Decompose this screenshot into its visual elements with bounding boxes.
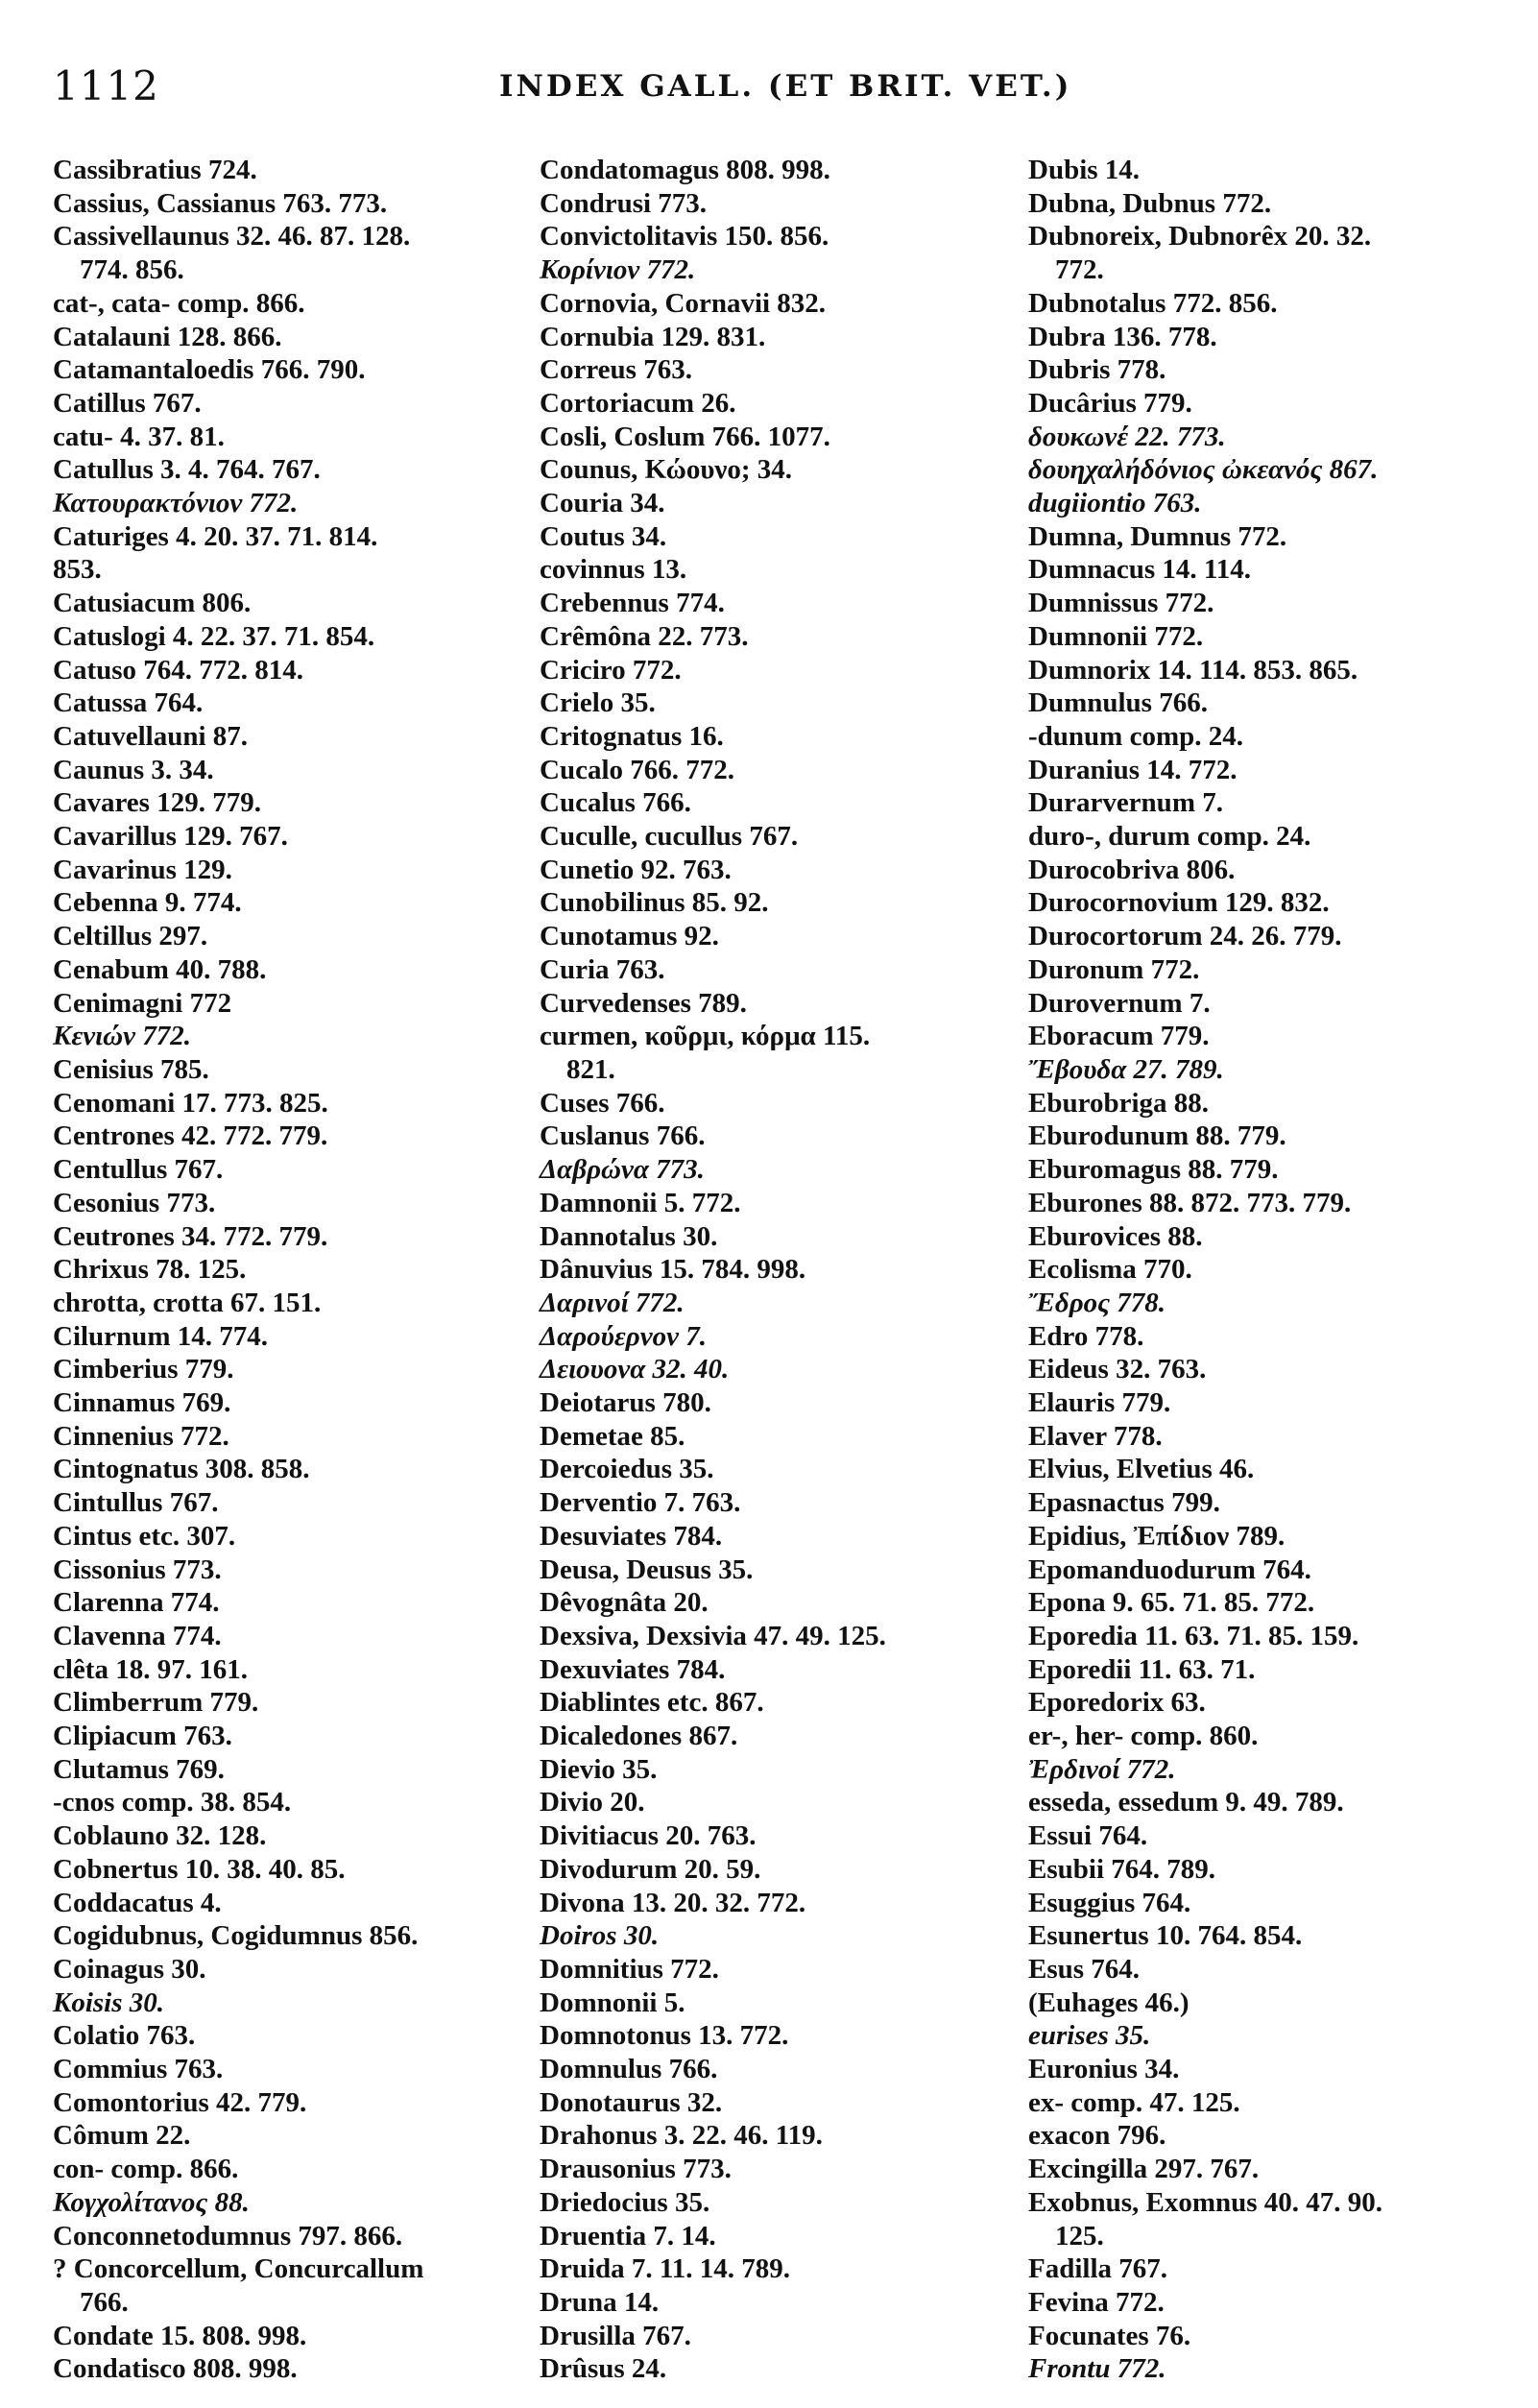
index-entry: Cintognatus 308. 858. — [53, 1454, 310, 1485]
index-entry: Counus, Κώουνο; 34. — [540, 454, 792, 486]
index-entry: Esuggius 764. — [1028, 1887, 1191, 1918]
index-entry: Cogidubnus, Cogidumnus 856. — [53, 1920, 419, 1952]
index-entry: Catillus 767. — [53, 387, 202, 419]
index-entry: Divona 13. 20. 32. 772. — [540, 1887, 806, 1918]
index-entry: Dumnacus 14. 114. — [1028, 554, 1252, 586]
index-entry: esseda, essedum 9. 49. 789. — [1028, 1787, 1344, 1818]
index-entry: Damnonii 5. 772. — [540, 1187, 741, 1218]
index-entry: Esus 764. — [1028, 1953, 1141, 1985]
index-entry: Centrones 42. 772. 779. — [53, 1120, 328, 1152]
index-entry: Fadilla 767. — [1028, 2253, 1168, 2285]
index-entry: Edro 778. — [1028, 1320, 1144, 1352]
index-entry: Essui 764. — [1028, 1820, 1148, 1852]
index-entry: Δαβρώνα 773. — [540, 1154, 705, 1186]
index-entry: Crêmôna 22. 773. — [540, 620, 749, 652]
index-entry: Cassius, Cassianus 763. 773. — [53, 187, 388, 219]
index-entry: 853. — [53, 554, 102, 586]
index-entry: Comontorius 42. 779. — [53, 2086, 307, 2118]
index-entry: Curia 763. — [540, 953, 665, 985]
index-entry: Cuculle, cucullus 767. — [540, 821, 799, 853]
index-entry: Condatisco 808. 998. — [53, 2353, 298, 2385]
index-entry: Frontu 772. — [1028, 2353, 1166, 2385]
index-entry: Cucalus 766. — [540, 787, 691, 819]
index-entry: (Euhages 46.) — [1028, 1987, 1190, 2018]
index-entry: Cintullus 767. — [53, 1487, 219, 1519]
index-entry: Cortoriacum 26. — [540, 387, 736, 419]
index-entry: Dexuviates 784. — [540, 1653, 726, 1685]
index-entry: Coblauno 32. 128. — [53, 1820, 267, 1852]
index-entry: dugiiontio 763. — [1028, 488, 1202, 519]
index-entry: Drusilla 767. — [540, 2320, 691, 2351]
index-entry: Driedocius 35. — [540, 2186, 710, 2218]
index-entry: Duranius 14. 772. — [1028, 754, 1238, 785]
index-entry: Ἔβουδα 27. 789. — [1028, 1053, 1224, 1085]
index-entry: Eboracum 779. — [1028, 1021, 1210, 1052]
index-entry: Cenisius 785. — [53, 1053, 209, 1085]
index-entry: Curvedenses 789. — [540, 987, 747, 1019]
index-entry: exacon 796. — [1028, 2120, 1166, 2152]
index-entry: Dumnulus 766. — [1028, 687, 1208, 719]
index-entry: Eporedorix 63. — [1028, 1687, 1206, 1719]
index-entry: Ἐρδινοί 772. — [1028, 1753, 1176, 1785]
index-entry: Deiotarus 780. — [540, 1387, 711, 1419]
index-entry: Catuvellauni 87. — [53, 720, 249, 752]
index-entry: er-, her- comp. 860. — [1028, 1721, 1259, 1752]
index-entry: Δαρούερνον 7. — [540, 1320, 707, 1352]
index-entry: Colatio 763. — [53, 2020, 196, 2052]
index-entry: Dercoiedus 35. — [540, 1454, 714, 1485]
index-entry: Catuslogi 4. 22. 37. 71. 854. — [53, 620, 375, 652]
index-entry: Cosli, Coslum 766. 1077. — [540, 421, 830, 452]
index-entry: Epomanduodurum 764. — [1028, 1553, 1311, 1585]
index-entry: Κενιών 772. — [53, 1021, 192, 1052]
index-entry: Catussa 764. — [53, 687, 204, 719]
index-entry: Fevina 772. — [1028, 2287, 1165, 2318]
index-entry: Divodurum 20. 59. — [540, 1853, 761, 1885]
index-entry: Duronum 772. — [1028, 953, 1200, 985]
index-entry: Coddacatus 4. — [53, 1887, 222, 1918]
index-entry: ? Concorcellum, Concurcallum — [53, 2253, 424, 2285]
index-entry: Eburones 88. 872. 773. 779. — [1028, 1187, 1352, 1218]
index-entry: Celtillus 297. — [53, 921, 208, 952]
index-entry: Drausonius 773. — [540, 2154, 732, 2185]
index-entry: Dêvognâta 20. — [540, 1587, 709, 1619]
index-entry: Epidius, Ἐπίδιον 789. — [1028, 1520, 1286, 1552]
index-entry: Durocornovium 129. 832. — [1028, 887, 1330, 919]
index-entry: Couria 34. — [540, 488, 665, 519]
index-entry: Durovernum 7. — [1028, 987, 1211, 1019]
index-entry: Clavenna 774. — [53, 1620, 222, 1651]
index-entry: Dubna, Dubnus 772. — [1028, 187, 1272, 219]
index-entry: Drûsus 24. — [540, 2353, 667, 2385]
index-entry: Κογχολίτανος 88. — [53, 2186, 250, 2218]
index-entry: Κορίνιον 772. — [540, 254, 696, 286]
index-entry: Elvius, Elvetius 46. — [1028, 1454, 1255, 1485]
index-entry: Cesonius 773. — [53, 1187, 216, 1218]
index-entry: Drahonus 3. 22. 46. 119. — [540, 2120, 823, 2152]
index-entry: Desuviates 784. — [540, 1520, 723, 1552]
index-entry: Eburomagus 88. 779. — [1028, 1154, 1279, 1186]
index-entry: covinnus 13. — [540, 554, 687, 586]
index-entry: Cinnenius 772. — [53, 1420, 229, 1452]
index-entry: Cassibratius 724. — [53, 155, 257, 185]
index-entry: Dubis 14. — [1028, 155, 1141, 185]
index-entry: Druentia 7. 14. — [540, 2220, 716, 2251]
index-entry: Cômum 22. — [53, 2120, 191, 2152]
index-entry: Deusa, Deusus 35. — [540, 1553, 754, 1585]
index-entry: Esubii 764. 789. — [1028, 1853, 1215, 1885]
index-entry: Elauris 779. — [1028, 1387, 1171, 1419]
index-entry: Chrixus 78. 125. — [53, 1254, 247, 1286]
index-entry: Correus 763. — [540, 354, 692, 386]
index-entry: Crielo 35. — [540, 687, 656, 719]
index-entry: Cenabum 40. 788. — [53, 953, 267, 985]
index-entry: Dievio 35. — [540, 1753, 658, 1785]
index-entry: Cavarillus 129. 767. — [53, 821, 288, 853]
index-entry: Eburodunum 88. 779. — [1028, 1120, 1286, 1152]
running-head: INDEX GALL. (ET BRIT. VET.) — [499, 69, 1072, 104]
index-entry: Condrusi 773. — [540, 187, 708, 219]
index-entry: Condate 15. 808. 998. — [53, 2320, 307, 2351]
index-entry: Cavares 129. 779. — [53, 787, 261, 819]
index-entry: -dunum comp. 24. — [1028, 720, 1243, 752]
index-entry: Catuso 764. 772. 814. — [53, 654, 304, 686]
index-entry: Dubris 778. — [1028, 354, 1166, 386]
index-entry: Cunotamus 92. — [540, 921, 719, 952]
index-entry: Demetae 85. — [540, 1420, 685, 1452]
index-entry: δουηχαλήδόνιος ὠκεανός 867. — [1028, 454, 1379, 486]
index-entry: clêta 18. 97. 161. — [53, 1653, 248, 1685]
index-entry: Divitiacus 20. 763. — [540, 1820, 757, 1852]
index-entry: Caunus 3. 34. — [53, 754, 214, 785]
index-entry: Dannotalus 30. — [540, 1220, 718, 1252]
index-entry: Cunetio 92. 763. — [540, 854, 732, 885]
index-entry: Δαρινοί 772. — [540, 1287, 685, 1318]
index-entry: Criciro 772. — [540, 654, 682, 686]
index-entry: Cimberius 779. — [53, 1354, 234, 1385]
index-entry: Cuslanus 766. — [540, 1120, 706, 1152]
index-entry: Epasnactus 799. — [1028, 1487, 1220, 1519]
index-entry: Catamantaloedis 766. 790. — [53, 354, 366, 386]
index-entry: Cavarinus 129. — [53, 854, 232, 885]
index-entry: Durocobriva 806. — [1028, 854, 1236, 885]
index-entry: Cinnamus 769. — [53, 1387, 231, 1419]
index-column-1 — [53, 154, 528, 2386]
index-entry: Druna 14. — [540, 2287, 660, 2318]
index-entry: Cilurnum 14. 774. — [53, 1320, 268, 1352]
index-entry: Climberrum 779. — [53, 1687, 259, 1719]
index-entry: Euronius 34. — [1028, 2054, 1180, 2085]
index-entry: Domnotonus 13. 772. — [540, 2020, 789, 2052]
index-entry: Ceutrones 34. 772. 779. — [53, 1220, 328, 1252]
index-entry: Domnitius 772. — [540, 1953, 719, 1985]
index-entry: Cenomani 17. 773. 825. — [53, 1087, 328, 1119]
index-entry: cat-, cata- comp. 866. — [53, 287, 305, 319]
index-entry: Ecolisma 770. — [1028, 1254, 1192, 1286]
index-entry: Commius 763. — [53, 2054, 224, 2085]
index-entry: Dexsiva, Dexsivia 47. 49. 125. — [540, 1620, 886, 1651]
index-entry-continuation: 821. — [566, 1053, 615, 1085]
index-entry: Dubnotalus 772. 856. — [1028, 287, 1278, 319]
index-entry: Esunertus 10. 764. 854. — [1028, 1920, 1303, 1952]
index-entry-continuation: 125. — [1055, 2220, 1104, 2251]
index-entry: Donotaurus 32. — [540, 2086, 723, 2118]
index-entry: Catullus 3. 4. 764. 767. — [53, 454, 321, 486]
index-entry: δουκωνέ 22. 773. — [1028, 421, 1226, 452]
index-entry: Excingilla 297. 767. — [1028, 2154, 1260, 2185]
index-entry: -cnos comp. 38. 854. — [53, 1787, 292, 1818]
index-entry: Eideus 32. 763. — [1028, 1354, 1207, 1385]
index-entry: eurises 35. — [1028, 2020, 1151, 2052]
index-entry: Diablintes etc. 867. — [540, 1687, 764, 1719]
index-entry: Domnulus 766. — [540, 2054, 718, 2085]
index-entry: Catusiacum 806. — [53, 588, 252, 619]
index-entry: Elaver 778. — [1028, 1420, 1163, 1452]
index-entry: Catalauni 128. 866. — [53, 321, 282, 352]
index-entry: Focunates 76. — [1028, 2320, 1191, 2351]
index-entry: Derventio 7. 763. — [540, 1487, 741, 1519]
index-entry: Coutus 34. — [540, 520, 667, 552]
index-entry: curmen, κοῦρμι, κόρμα 115. — [540, 1021, 871, 1052]
index-entry: Clutamus 769. — [53, 1753, 225, 1785]
index-entry: Coinagus 30. — [53, 1953, 206, 1985]
index-entry: Condatomagus 808. 998. — [540, 155, 830, 185]
index-entry: ex- comp. 47. 125. — [1028, 2086, 1240, 2118]
index-entry: duro-, durum comp. 24. — [1028, 821, 1311, 853]
index-entry: Clipiacum 763. — [53, 1721, 232, 1752]
index-entry: Cuses 766. — [540, 1087, 665, 1119]
index-entry: Cunobilinus 85. 92. — [540, 887, 769, 919]
index-entry: Eburobriga 88. — [1028, 1087, 1210, 1119]
index-entry: Cebenna 9. 774. — [53, 887, 242, 919]
index-entry: catu- 4. 37. 81. — [53, 421, 225, 452]
index-entry: Clarenna 774. — [53, 1587, 220, 1619]
index-entry: Divio 20. — [540, 1787, 645, 1818]
index-entry: Exobnus, Exomnus 40. 47. 90. — [1028, 2186, 1383, 2218]
index-entry: Druida 7. 11. 14. 789. — [540, 2253, 791, 2285]
page-number: 1112 — [53, 62, 159, 109]
index-entry: Domnonii 5. — [540, 1987, 685, 2018]
index-entry: Critognatus 16. — [540, 720, 724, 752]
index-entry: Dumnorix 14. 114. 853. 865. — [1028, 654, 1358, 686]
index-entry: Eporedii 11. 63. 71. — [1028, 1653, 1256, 1685]
index-entry: Doiros 30. — [540, 1920, 660, 1952]
index-entry: Caturiges 4. 20. 37. 71. 814. — [53, 520, 378, 552]
index-entry: Centullus 767. — [53, 1154, 224, 1186]
index-entry: Convictolitavis 150. 856. — [540, 221, 829, 253]
index-entry: Ἔδρος 778. — [1028, 1287, 1166, 1318]
index-entry: Dumnonii 772. — [1028, 620, 1204, 652]
index-entry: Dubra 136. 778. — [1028, 321, 1217, 352]
index-entry: Dicaledones 867. — [540, 1721, 738, 1752]
index-entry: Eporedia 11. 63. 71. 85. 159. — [1028, 1620, 1359, 1651]
index-entry: Crebennus 774. — [540, 588, 725, 619]
index-entry: Dumnissus 772. — [1028, 588, 1214, 619]
index-entry: Dânuvius 15. 784. 998. — [540, 1254, 806, 1286]
index-entry: chrotta, crotta 67. 151. — [53, 1287, 322, 1318]
index-entry: Dubnoreix, Dubnorêx 20. 32. — [1028, 221, 1372, 253]
index-entry-continuation: 766. — [80, 2287, 129, 2318]
index-column-2 — [540, 154, 1024, 2386]
index-entry: Δειουονα 32. 40. — [540, 1354, 730, 1385]
index-entry: Cissonius 773. — [53, 1553, 222, 1585]
index-entry: Durocortorum 24. 26. 779. — [1028, 921, 1342, 952]
index-entry: Cornubia 129. 831. — [540, 321, 766, 352]
index-entry: Eburovices 88. — [1028, 1220, 1203, 1252]
index-column-3 — [1028, 154, 1527, 2386]
index-entry: Epona 9. 65. 71. 85. 772. — [1028, 1587, 1315, 1619]
index-entry: Ducârius 779. — [1028, 387, 1192, 419]
index-entry: con- comp. 866. — [53, 2154, 239, 2185]
index-entry-continuation: 774. 856. — [80, 254, 184, 286]
index-entry: Cobnertus 10. 38. 40. 85. — [53, 1853, 346, 1885]
index-entry: Κατουρακτόνιον 772. — [53, 488, 299, 519]
index-entry: Conconnetodumnus 797. 866. — [53, 2220, 403, 2251]
index-entry: Cucalo 766. 772. — [540, 754, 734, 785]
index-entry: Durarvernum 7. — [1028, 787, 1223, 819]
index-entry: Cassivellaunus 32. 46. 87. 128. — [53, 221, 411, 253]
index-entry: Koisis 30. — [53, 1987, 165, 2018]
index-entry: Cornovia, Cornavii 832. — [540, 287, 827, 319]
index-entry: Cenimagni 772 — [53, 987, 232, 1019]
index-entry: Dumna, Dumnus 772. — [1028, 520, 1287, 552]
index-entry: Cintus etc. 307. — [53, 1520, 236, 1552]
index-entry-continuation: 772. — [1055, 254, 1104, 286]
